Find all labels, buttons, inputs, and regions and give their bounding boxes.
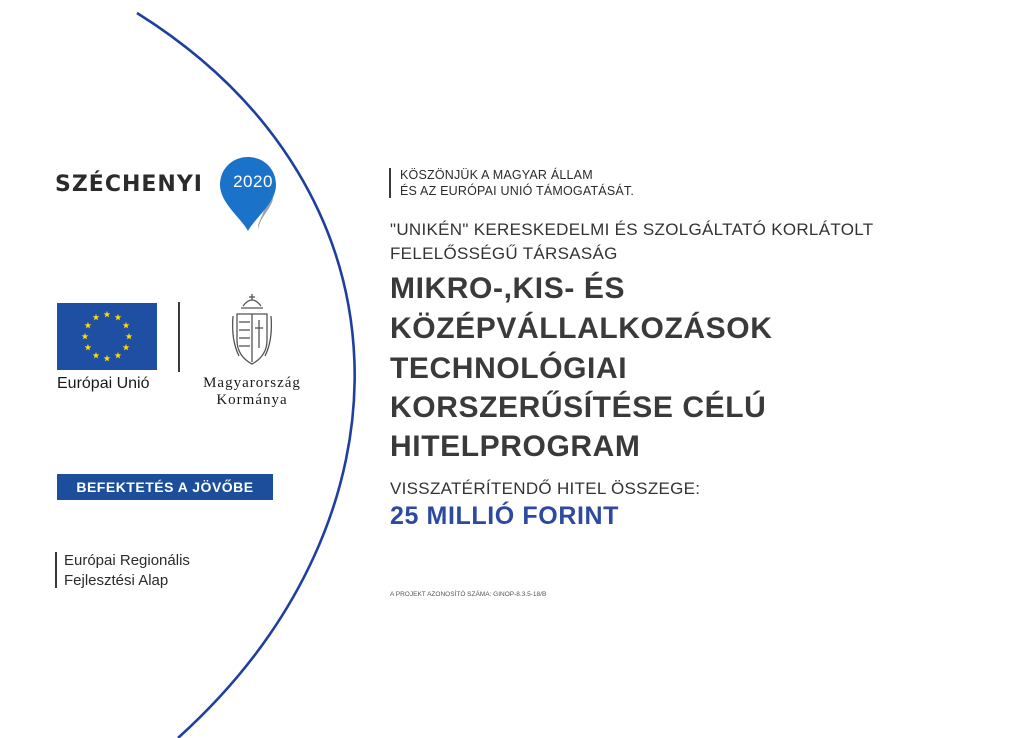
fund-divider — [55, 552, 57, 588]
government-label-line1: Magyarország — [203, 375, 301, 391]
beneficiary-line1: "UNIKÉN" KERESKEDELMI ÉS SZOLGÁLTATÓ KORLÁTOLT — [390, 220, 874, 239]
coat-of-arms-icon — [229, 292, 275, 370]
invest-in-future-badge: BEFEKTETÉS A JÖVŐBE — [57, 474, 273, 500]
location-pin-icon — [218, 155, 282, 235]
fund-name-line1: Európai Regionális — [64, 552, 190, 569]
government-label-line2: Kormánya — [216, 392, 288, 408]
project-title-line: TECHNOLÓGIAI — [390, 352, 628, 385]
logo-divider — [178, 302, 180, 372]
project-title-line: MIKRO-,KIS- ÉS — [390, 272, 626, 305]
fund-name-line2: Fejlesztési Alap — [64, 572, 169, 589]
thanks-line2: ÉS AZ EURÓPAI UNIÓ TÁMOGATÁSÁT. — [400, 184, 635, 198]
project-title-line: HITELPROGRAM — [390, 430, 641, 463]
project-title-line: KÖZÉPVÁLLALKOZÁSOK — [390, 312, 773, 345]
szechenyi-year: 2020 — [233, 172, 273, 191]
loan-amount: 25 MILLIÓ FORINT — [390, 502, 620, 530]
loan-label: VISSZATÉRÍTENDŐ HITEL ÖSSZEGE: — [390, 479, 701, 498]
eu-flag-icon — [57, 303, 157, 370]
eu-label: Európai Unió — [57, 375, 150, 392]
project-title-line: KORSZERŰSÍTÉSE CÉLÚ — [390, 391, 767, 424]
thanks-line1: KÖSZÖNJÜK A MAGYAR ÁLLAM — [400, 168, 593, 182]
thanks-divider — [389, 168, 391, 198]
szechenyi-word: SZÉCHENYI — [55, 172, 203, 197]
beneficiary-line2: FELELŐSSÉGŰ TÁRSASÁG — [390, 244, 618, 263]
project-id: A PROJEKT AZONOSÍTÓ SZÁMA: GINOP-8.3.5-18/B — [390, 591, 547, 598]
